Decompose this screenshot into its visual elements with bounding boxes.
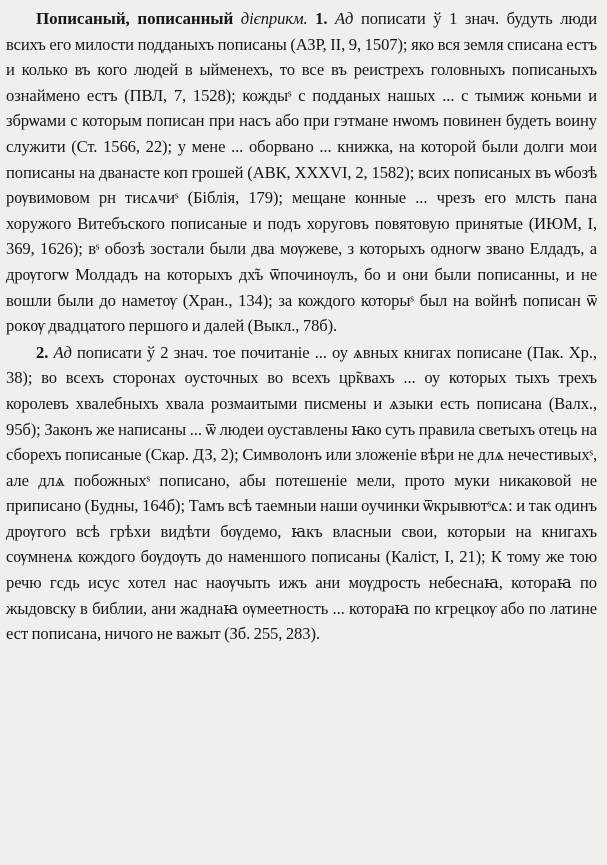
entry-sense-2 (6, 340, 597, 647)
headword: Пописаный, пописанный (36, 9, 234, 28)
sense-2-text: пописати ў 2 знач. тое почитаніе ... оу ѧвных книгах пописане (Пак. Хр., 38); во всехъ сторонах оусточных во всехъ цр̃квахъ ... оу которых тыхъ трехъ королевъ хвалебныхъ хвала розмаитыми писмены и ѧзыки есть пописана (Валх., 95б); Законъ же написаны ... ѿ людеи оуставлены ꙗко суть правила светыхъ отець на сборехъ пописаные (Скар. ДЗ, 2); Символонъ или зложеніе вѣри не длѧ нечестивыхˢ, але длѧ побожныхˢ пописано, абы потешеніе мели, прото муки никаковой не приписано (Будны, 164б); Тамъ всѣ таемныи наши оучинки ѿкрывютˢсѧ: и так одинъ дрѹгого всѣ грѣхи видѣти бѹдемо, ꙗкъ власныи свои, которыи на книгахъ сѹмненѧ кождого бѹдѹть до наменшого пописаны (Каліст, I, 21); К тому же тою речю гсдь исус хотел нас наѹчыть ижъ ани мѹдрость небеснаꙗ, котораꙗ по жыдовску в библии, ани жаднаꙗ ѹмеетность ... котораꙗ по кгрецкѹ або по латине ест пописана, ничого не важыт (Зб. 255, 283). (6, 342, 597, 644)
sense-1-text: пописати ў 1 знач. будуть люди всихъ его милости подданыхъ пописаны (АЗР, II, 9, 1507); яко вся земля списана естъ и колько въ кого людей в ыйменехъ, то все въ реистрехъ головныхъ пописаныхъ ознаймено естъ (ПВЛ, 7, 1528); кождыˢ с подданых нашых ... с тымиж коньми и збрѡами с которым пописан при насъ або при гэтмане нѡомъ повинен будеть воину служити (Ст. 1566, 22); у мене ... оборвано ... книжка, на которой были долги мои пописаны на дванасте коп грошей (АВК, XXXVI, 2, 1582); всих пописаных въ ѡбозѣ рѹвимовом рн тисѧчиˢ (Біблія, 179); мещане конные ... чрезъ его млсть пана хоружого Витебъского пописаные и подъ хоруговъ повятовую принятые (ИЮМ, I, 369, 1626); вˢ обозѣ зостали были два мѹжеве, з которыхъ одногѡ звано Елдадъ, а дрѹгогѡ Молдадъ на которыхъ дх̃ъ ѿпочинѹлъ, бо и они были пописанны, и не вошли были до наметѹ (Хран., 134); за кождого которыˢ был на войнѣ пописан ѿ рокѹ двадцатого першого и далей (Выкл., 78б). (6, 9, 597, 336)
entry-sense-1 (6, 6, 597, 339)
sense-2-label: Ад (53, 342, 72, 362)
sense-number-2: 2. (36, 342, 49, 362)
sense-1-label: Ад (334, 9, 354, 28)
sense-number-1: 1. (315, 9, 328, 28)
part-of-speech-label: дієприкм. (240, 9, 308, 28)
